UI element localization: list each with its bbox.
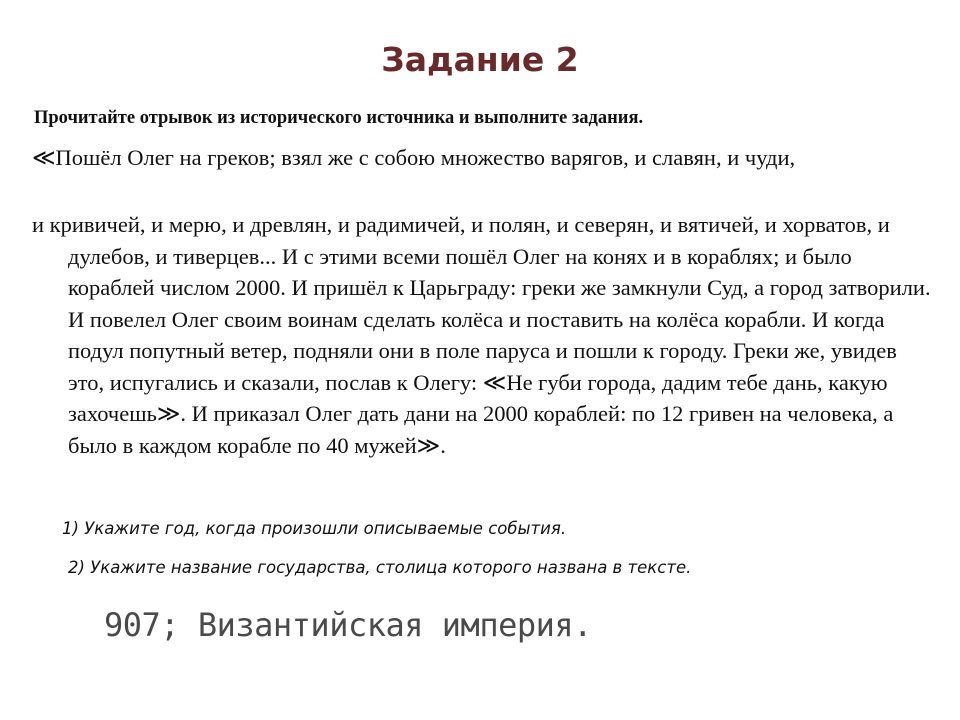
source-paragraph-2: и кривичей, и мерю, и древлян, и радимичей, и полян, и северян, и вятичей, и хорватов, и дулебов, и тиверцев... И с этими всеми пошёл Олег на конях и в кораблях; и было кораблей числом 2000. И пришёл к Царьграду: греки же замкнули Суд, а город затворили. И повелел Олег своим воинам сделать колёса и поставить на колёса корабли. И когда подул попутный ветер, подняли они в поле паруса и пошли к городу. Греки же, увидев это, испугались и сказали, послав к Олегу: ≪Не губи города, дадим тебе дань, какую захочешь≫. И приказал Олег дать дани на 2000 кораблей: по 12 гривен на человека, а было в каждом корабле по 40 мужей≫. (32, 212, 931, 458)
question-2: 2) Укажите название государства, столица которого названа в тексте. (68, 558, 692, 577)
answer-text: 907; Византийская империя. (104, 606, 592, 644)
question-1: 1) Укажите год, когда произошли описываемые события. (62, 519, 567, 538)
source-paragraph-1: ≪Пошёл Олег на греков; взял же с собою множество варягов, и славян, и чуди, (32, 145, 796, 170)
task-instruction: Прочитайте отрывок из исторического источника и выполните задания. (34, 108, 644, 128)
slide-title: Задание 2 (381, 40, 579, 79)
